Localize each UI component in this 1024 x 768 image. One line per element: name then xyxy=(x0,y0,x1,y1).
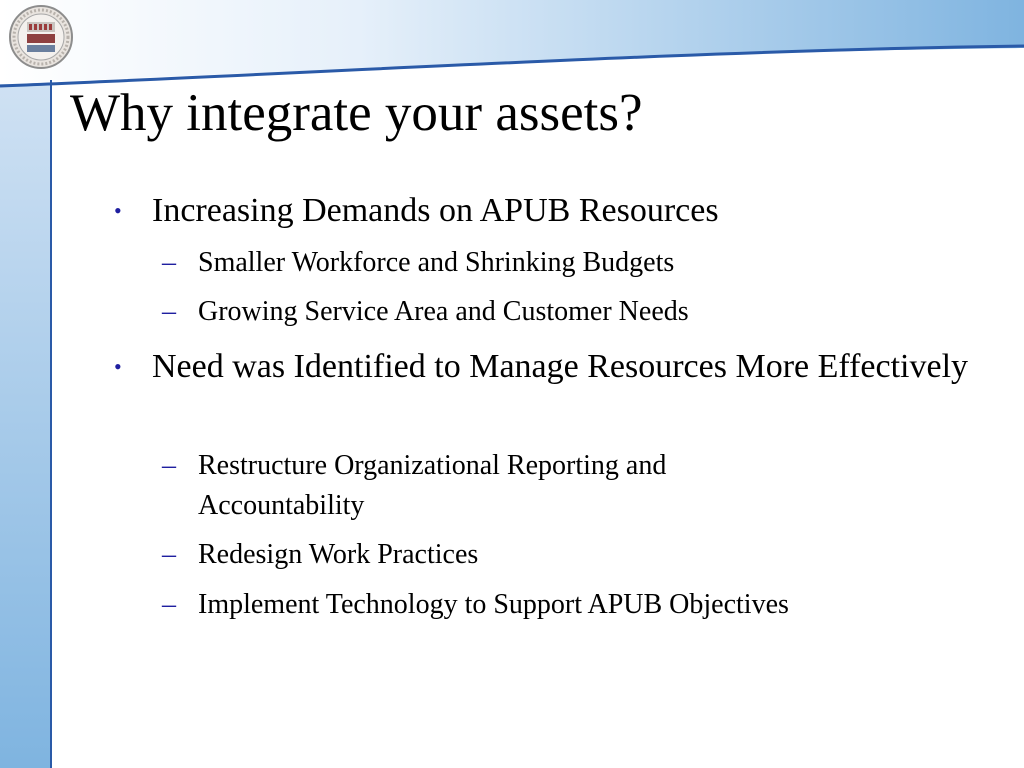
bullet-text: Increasing Demands on APUB Resources xyxy=(152,192,719,229)
sub-bullet-marker: – xyxy=(162,296,176,327)
sub-bullet-item xyxy=(162,292,982,332)
sub-bullet-text: Implement Technology to Support APUB Objectives xyxy=(198,589,789,620)
bullet-marker: • xyxy=(114,354,122,379)
sub-bullet-text: Redesign Work Practices xyxy=(198,539,479,570)
sub-bullet-item xyxy=(162,585,1002,625)
bullet-marker: • xyxy=(114,198,122,223)
sub-bullet-item xyxy=(162,535,982,575)
sub-bullet-marker: – xyxy=(162,450,176,481)
bullet-text: Need was Identified to Manage Resources More Effectively xyxy=(152,348,969,385)
sub-bullet-item xyxy=(162,446,802,526)
sub-bullet-text: Growing Service Area and Customer Needs xyxy=(198,296,689,327)
sub-bullet-item xyxy=(162,243,982,283)
sub-bullet-text: Smaller Workforce and Shrinking Budgets xyxy=(198,247,675,278)
sub-bullet-text: Restructure Organizational Reporting and Accountability xyxy=(198,450,667,521)
sub-bullet-marker: – xyxy=(162,539,176,570)
bullet-item xyxy=(114,190,974,232)
sub-bullet-marker: – xyxy=(162,247,176,278)
bullet-item xyxy=(114,346,974,388)
sub-bullet-marker: – xyxy=(162,589,176,620)
slide-title: Why integrate your assets? xyxy=(70,84,643,142)
